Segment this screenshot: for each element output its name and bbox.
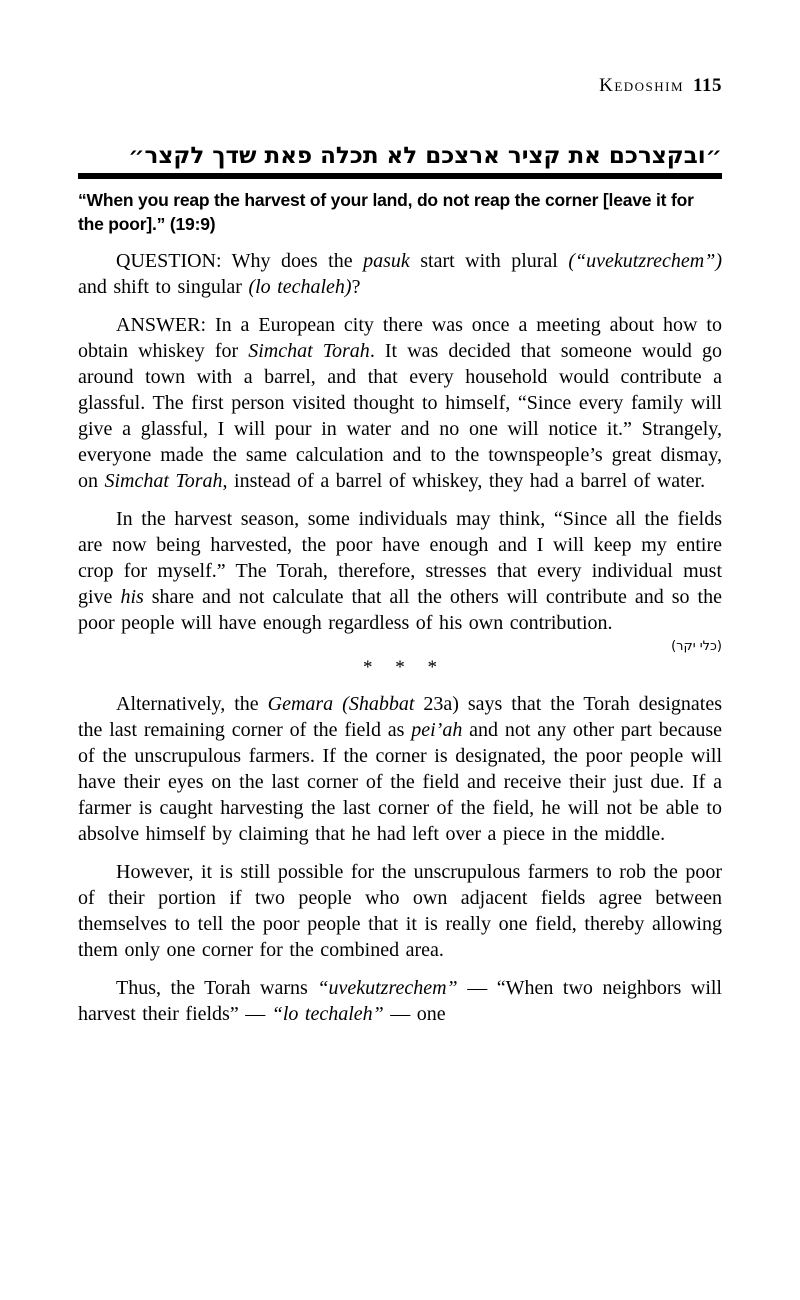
text-run: ANSWER: In a European city there was once a meeting about how to obtain whiskey for — [78, 314, 722, 362]
section-separator: * * * — [363, 657, 437, 678]
italic-text-run: “lo techaleh” — [271, 1003, 384, 1025]
italic-text-run: pei’ah — [411, 719, 463, 741]
italic-text-run: (lo techaleh) — [248, 276, 352, 298]
text-run: However, it is still possible for the unscrupulous farmers to rob the poor of their portion if two people who own adjacent fields agree between themselves to tell the poor people that it is really one field, thereby allowing them only one corner for the combined area. — [78, 861, 722, 961]
text-run: 23a) says that the Torah designates the last remaining corner of the field as — [78, 693, 722, 741]
text-run: and not any other part because of the unscrupulous farmers. If the corner is designated, the poor people will have their eyes on the last corner of the field and receive their just due. If a farmer is caught harvesting the last corner of the field, he will not be able to absolve himself by claiming that he had left over a piece in the middle. — [78, 719, 722, 845]
title-rule — [78, 173, 722, 179]
text-column — [78, 0, 722, 1027]
text-run: ? — [351, 276, 361, 298]
text-run: Alternatively, the — [116, 693, 268, 715]
italic-text-run: pasuk — [363, 250, 410, 272]
text-run: and shift to singular — [78, 276, 249, 298]
text-run: Thus, the Torah warns — [116, 977, 318, 999]
italic-text-run: “uvekutzrechem” — [317, 977, 458, 999]
text-run: QUESTION: Why does the — [116, 250, 364, 272]
text-run: , instead of a barrel of whiskey, they had a barrel of water. — [222, 470, 706, 492]
italic-text-run: Simchat Torah — [104, 470, 223, 492]
verse-translation-heading: “When you reap the harvest of your land, do not reap the corner [leave it for the poor].” (19:9) — [78, 190, 694, 234]
page-number: 115 — [693, 75, 722, 96]
italic-text-run: his — [120, 586, 144, 608]
harvest-season-paragraph — [78, 506, 722, 636]
however-paragraph — [78, 859, 722, 963]
section-name: Kedoshim — [599, 75, 685, 96]
italic-text-run: Gemara (Shabbat — [267, 693, 415, 715]
text-run: start with plural — [409, 250, 569, 272]
running-header — [78, 76, 722, 96]
text-run: — “When two neighbors will harvest their fields” — — [78, 977, 722, 1025]
alternatively-paragraph — [78, 691, 722, 847]
text-run: In the harvest season, some individuals may think, “Since all the fields are now being harvested, the poor have enough and I will keep my entire crop for myself.” The Torah, therefore, stresses that every individual must give — [78, 508, 722, 608]
italic-text-run: Simchat Torah — [248, 340, 370, 362]
text-run: — one — [383, 1003, 446, 1025]
thus-paragraph — [78, 975, 722, 1027]
answer-paragraph — [78, 312, 722, 494]
commentary-body — [78, 248, 722, 1027]
hebrew-verse-title: ״ובקצרכם את קציר ארצכם לא תכלה פאת שדך לקצר״ — [128, 143, 722, 169]
question-paragraph — [78, 248, 722, 300]
text-run: share and not calculate that all the others will contribute and so the poor people will have enough regardless of his own contribution. — [78, 586, 722, 634]
text-run: . It was decided that someone would go around town with a barrel, and that every household would contribute a glassful. The first person visited thought to himself, “Since every family will give a glassful, I will pour in water and no one will notice it.” Strangely, everyone made the same calculation and to the townspeople’s great dismay, on — [78, 340, 722, 492]
source-attribution: (כלי יקר) — [671, 639, 722, 654]
italic-text-run: (“uvekutzrechem”) — [568, 250, 722, 272]
